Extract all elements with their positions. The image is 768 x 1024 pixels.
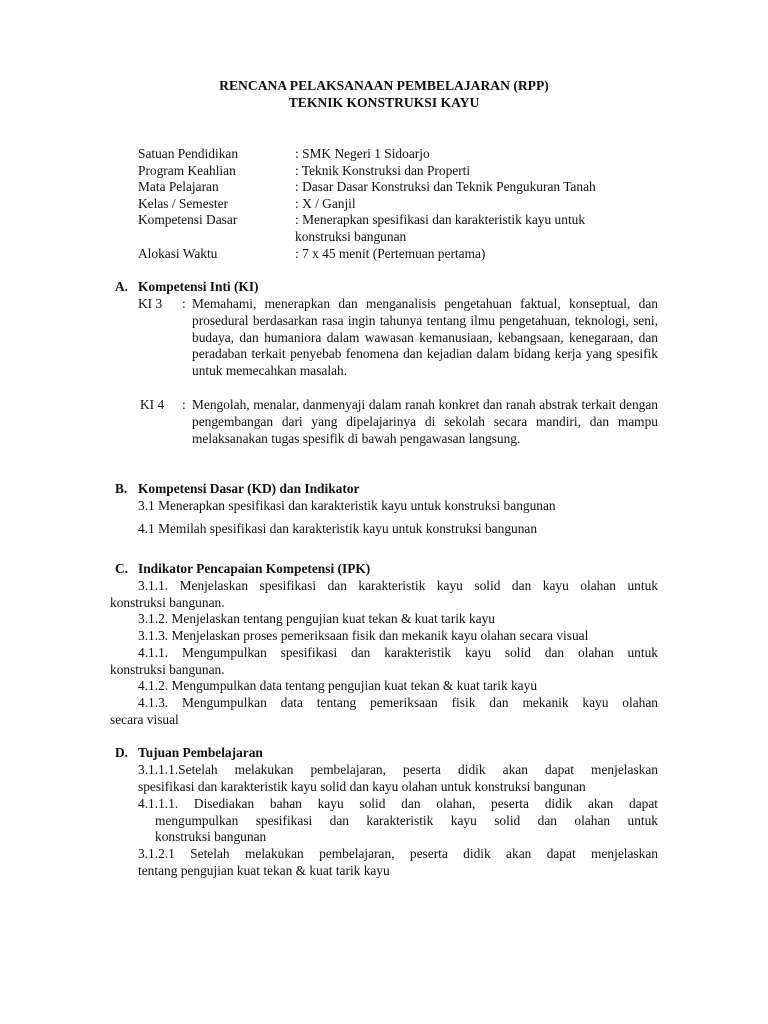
tp-item-continuation: mengumpulkan spesifikasi dan karakteristik kayu solid dan olahan untuk xyxy=(155,813,658,828)
identity-label: Program Keahlian xyxy=(138,163,236,178)
ipk-item-continuation: secara visual xyxy=(110,712,179,727)
section-title: Indikator Pencapaian Kompetensi (IPK) xyxy=(138,561,371,576)
ki3-colon: : xyxy=(182,296,186,311)
tp-item-continuation: spesifikasi dan karakteristik kayu solid dan kayu olahan untuk konstruksi bangunan xyxy=(138,779,586,794)
ki3-text: Memahami, menerapkan dan menganalisis pengetahuan faktual, konseptual, dan prosedural berdasarkan rasa ingin tahunya tentang ilmu pengetahuan, teknologi, seni, budaya, dan humaniora dalam wawasan kemanusiaan, kebangsaan, kenegaraan, dan peradaban terkait penyebab fenomena dan kejadian dalam bidang kerja yang spesifik untuk memecahkan masalah. xyxy=(192,296,658,379)
ipk-item: 4.1.2. Mengumpulkan data tentang pengujian kuat tekan & kuat tarik kayu xyxy=(138,678,538,693)
ipk-item: 3.1.3. Menjelaskan proses pemeriksaan fisik dan mekanik kayu olahan secara visual xyxy=(138,628,589,643)
identity-label: Satuan Pendidikan xyxy=(138,146,239,161)
identity-label: Kompetensi Dasar xyxy=(138,212,238,227)
section-title: Tujuan Pembelajaran xyxy=(138,745,263,760)
identity-label: Kelas / Semester xyxy=(138,196,228,211)
tp-item: 4.1.1.1. Disediakan bahan kayu solid dan olahan, peserta didik akan dapat xyxy=(138,796,658,811)
document-title: RENCANA PELAKSANAAN PEMBELAJARAN (RPP) xyxy=(219,78,549,93)
section-a-heading xyxy=(115,279,259,296)
tp-item-continuation: konstruksi bangunan xyxy=(155,829,267,844)
tp-item: 3.1.2.1 Setelah melakukan pembelajaran, peserta didik akan dapat menjelaskan xyxy=(138,846,658,861)
identity-value: : SMK Negeri 1 Sidoarjo xyxy=(295,146,430,161)
section-b-heading xyxy=(115,481,359,498)
identity-label: Mata Pelajaran xyxy=(138,179,219,194)
ipk-item: 4.1.3. Mengumpulkan data tentang pemeriksaan fisik dan mekanik kayu olahan xyxy=(138,695,658,710)
ki4-text: Mengolah, menalar, danmenyaji dalam ranah konkret dan ranah abstrak terkait dengan pengembangan dari yang dipelajarinya di sekolah secara mandiri, dan mampu melaksanakan tugas spesifik di bawah pengawasan langsung. xyxy=(192,397,658,446)
ki3-code: KI 3 xyxy=(138,296,163,311)
section-d-heading xyxy=(115,745,263,762)
ipk-item-continuation: konstruksi bangunan. xyxy=(110,662,225,677)
identity-value: konstruksi bangunan xyxy=(295,229,407,244)
ki4-code: KI 4 xyxy=(140,397,165,412)
section-letter: B. xyxy=(115,481,128,496)
identity-value: : X / Ganjil xyxy=(295,196,356,211)
section-letter: A. xyxy=(115,279,129,294)
section-letter: C. xyxy=(115,561,129,576)
ki4-colon: : xyxy=(182,397,186,412)
identity-value: : Dasar Dasar Konstruksi dan Teknik Pengukuran Tanah xyxy=(295,179,596,194)
tp-item: 3.1.1.1.Setelah melakukan pembelajaran, peserta didik akan dapat menjelaskan xyxy=(138,762,658,777)
ipk-item-continuation: konstruksi bangunan. xyxy=(110,595,225,610)
ipk-item: 3.1.2. Menjelaskan tentang pengujian kuat tekan & kuat tarik kayu xyxy=(138,611,495,626)
identity-value: : Menerapkan spesifikasi dan karakteristik kayu untuk xyxy=(295,212,586,227)
section-title: Kompetensi Dasar (KD) dan Indikator xyxy=(138,481,360,496)
document-subtitle: TEKNIK KONSTRUKSI KAYU xyxy=(288,95,480,110)
identity-value: : 7 x 45 menit (Pertemuan pertama) xyxy=(295,246,486,261)
tp-item-continuation: tentang pengujian kuat tekan & kuat tarik kayu xyxy=(138,863,390,878)
section-c-heading xyxy=(115,561,370,578)
ipk-item: 4.1.1. Mengumpulkan spesifikasi dan karakteristik kayu solid dan olahan untuk xyxy=(138,645,658,660)
identity-label: Alokasi Waktu xyxy=(138,246,218,261)
ipk-item: 3.1.1. Menjelaskan spesifikasi dan karakteristik kayu solid dan kayu olahan untuk xyxy=(138,578,658,593)
section-letter: D. xyxy=(115,745,129,760)
kd-item: 4.1 Memilah spesifikasi dan karakteristik kayu untuk konstruksi bangunan xyxy=(138,521,538,536)
kd-item: 3.1 Menerapkan spesifikasi dan karakteristik kayu untuk konstruksi bangunan xyxy=(138,498,556,513)
identity-value: : Teknik Konstruksi dan Properti xyxy=(295,163,471,178)
section-title: Kompetensi Inti (KI) xyxy=(138,279,259,294)
